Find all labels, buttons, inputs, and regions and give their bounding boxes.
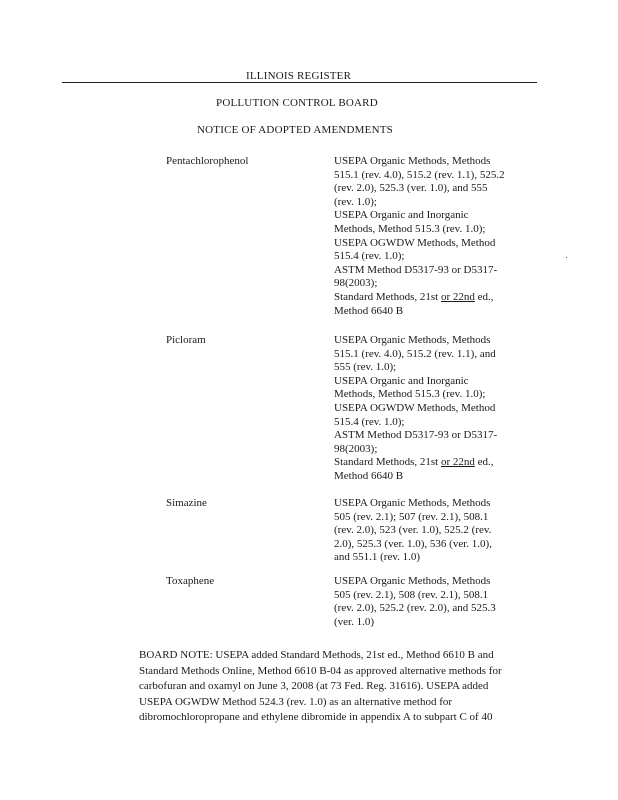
chemical-name: Toxaphene <box>166 575 215 587</box>
method-list <box>334 155 534 318</box>
board-title: POLLUTION CONTROL BOARD <box>216 97 378 109</box>
method-line: Methods, Method 515.3 (rev. 1.0); <box>334 222 486 235</box>
method-line: Method 6640 B <box>334 469 404 482</box>
method-line: (rev. 1.0); <box>334 195 377 208</box>
method-line <box>334 291 534 305</box>
method-line: 505 (rev. 2.1); 507 (rev. 2.1), 508.1 <box>334 510 489 523</box>
edition-text: Standard Methods, 21st <box>334 456 441 469</box>
method-line: and 551.1 (rev. 1.0) <box>334 551 421 564</box>
method-line: USEPA OGWDW Methods, Method <box>334 401 496 414</box>
chemical-name: Pentachlorophenol <box>166 155 249 167</box>
method-line <box>334 456 534 470</box>
header-rule <box>62 82 537 83</box>
board-note-line: carbofuran and oxamyl on June 3, 2008 (at 73 Fed. Reg. 31616). USEPA added <box>139 680 489 692</box>
method-line: 515.1 (rev. 4.0), 515.2 (rev. 1.1), and <box>334 347 496 360</box>
scan-speck <box>566 257 567 258</box>
chemical-name: Simazine <box>166 497 207 509</box>
chemical-name: Picloram <box>166 334 206 346</box>
method-line: USEPA OGWDW Methods, Method <box>334 236 496 249</box>
method-line: ASTM Method D5317-93 or D5317- <box>334 429 498 442</box>
board-note <box>139 648 539 726</box>
edition-text: Standard Methods, 21st <box>334 290 441 303</box>
method-line: (rev. 2.0), 523 (ver. 1.0), 525.2 (rev. <box>334 524 492 537</box>
edition-suffix: ed., <box>474 456 494 469</box>
method-line: 515.4 (rev. 1.0); <box>334 250 405 263</box>
board-note-line: dibromochloropropane and ethylene dibromide in appendix A to subpart C of 40 <box>139 711 493 723</box>
method-line: 515.1 (rev. 4.0), 515.2 (rev. 1.1), 525.2 <box>334 168 505 181</box>
amendment-insertion: or 22nd <box>440 456 475 469</box>
board-note-line: Standard Methods Online, Method 6610 B-04 as approved alternative methods for <box>139 664 502 677</box>
method-line: USEPA Organic Methods, Methods <box>334 575 491 587</box>
method-line: 555 (rev. 1.0); <box>334 361 397 374</box>
method-line: 505 (rev. 2.1), 508 (rev. 2.1), 508.1 <box>334 588 489 601</box>
edition-suffix: ed., <box>474 290 494 303</box>
method-line: Methods, Method 515.3 (rev. 1.0); <box>334 388 486 401</box>
method-line: USEPA Organic and Inorganic <box>334 374 469 387</box>
board-note-line: USEPA OGWDW Method 524.3 (rev. 1.0) as an alternative method for <box>139 695 453 708</box>
register-title: ILLINOIS REGISTER <box>246 70 352 82</box>
notice-title: NOTICE OF ADOPTED AMENDMENTS <box>197 124 393 136</box>
method-list <box>334 497 534 565</box>
method-line: ASTM Method D5317-93 or D5317- <box>334 263 498 276</box>
method-line: USEPA Organic Methods, Methods <box>334 334 491 346</box>
method-line: (rev. 2.0), 525.3 (ver. 1.0), and 555 <box>334 182 488 195</box>
method-list <box>334 575 534 629</box>
method-line: (rev. 2.0), 525.2 (rev. 2.0), and 525.3 <box>334 602 496 615</box>
method-line: USEPA Organic and Inorganic <box>334 209 469 222</box>
method-line: 98(2003); <box>334 442 378 455</box>
method-line: 98(2003); <box>334 277 378 290</box>
method-line: USEPA Organic Methods, Methods <box>334 497 491 509</box>
method-line: Method 6640 B <box>334 304 404 317</box>
method-list <box>334 334 534 484</box>
method-line: 515.4 (rev. 1.0); <box>334 415 405 428</box>
board-note-line: BOARD NOTE: USEPA added Standard Methods, 21st ed., Method 6610 B and <box>139 649 494 661</box>
method-line: USEPA Organic Methods, Methods <box>334 155 491 167</box>
method-line: 2.0), 525.3 (ver. 1.0), 536 (ver. 1.0), <box>334 537 492 550</box>
amendment-insertion: or 22nd <box>440 290 475 303</box>
method-line: (ver. 1.0) <box>334 615 375 628</box>
